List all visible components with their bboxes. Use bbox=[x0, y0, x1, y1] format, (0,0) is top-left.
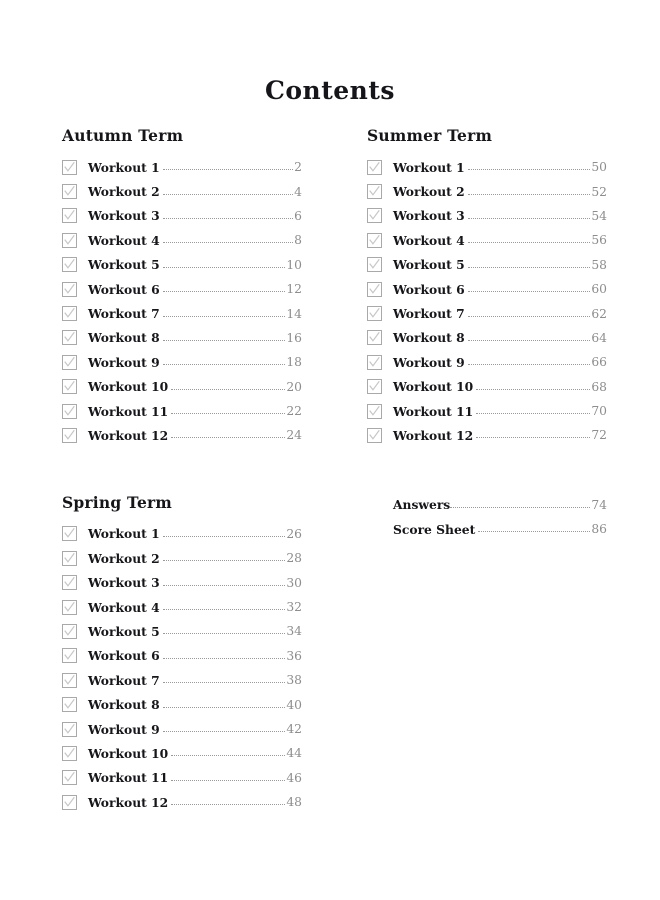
entry-page-number: 16 bbox=[286, 330, 302, 345]
contents-entry[interactable] bbox=[367, 399, 607, 423]
checkbox-checked-icon[interactable] bbox=[62, 404, 77, 419]
checkbox-checked-icon[interactable] bbox=[367, 233, 382, 248]
entry-label: Workout 12 bbox=[88, 794, 169, 810]
checkbox-checked-icon[interactable] bbox=[367, 428, 382, 443]
checkbox-checked-icon[interactable] bbox=[367, 160, 382, 175]
checkbox-checked-icon[interactable] bbox=[62, 160, 77, 175]
entry-page-number: 48 bbox=[286, 795, 302, 810]
contents-entry[interactable] bbox=[367, 204, 607, 228]
entry-page-number: 70 bbox=[591, 404, 607, 419]
entry-label: Answers bbox=[393, 497, 451, 513]
contents-entry[interactable] bbox=[62, 692, 302, 716]
entry-label: Workout 3 bbox=[88, 208, 160, 224]
leader-dots bbox=[468, 161, 591, 173]
entry-label: Workout 6 bbox=[393, 281, 465, 297]
leader-dots bbox=[468, 308, 591, 320]
checkbox-checked-icon[interactable] bbox=[367, 257, 382, 272]
entry-label: Workout 4 bbox=[88, 599, 160, 615]
checkbox-checked-icon[interactable] bbox=[62, 233, 77, 248]
contents-entry[interactable] bbox=[62, 790, 302, 814]
entry-page-number: 2 bbox=[294, 160, 302, 175]
entry-page-number: 72 bbox=[591, 428, 607, 443]
entry-page-number: 4 bbox=[294, 184, 302, 199]
checkbox-checked-icon[interactable] bbox=[62, 600, 77, 615]
page-title: Contents bbox=[264, 76, 395, 105]
entry-page-number: 12 bbox=[286, 282, 302, 297]
entry-page-number: 34 bbox=[286, 624, 302, 639]
entry-page-number: 40 bbox=[286, 697, 302, 712]
entry-page-number: 14 bbox=[286, 306, 302, 321]
leader-dots bbox=[468, 356, 591, 368]
entry-label: Workout 8 bbox=[88, 697, 160, 713]
contents-entry[interactable] bbox=[62, 228, 302, 252]
entry-label: Score Sheet bbox=[393, 521, 476, 537]
leader-dots bbox=[163, 332, 286, 344]
entry-page-number: 42 bbox=[286, 722, 302, 736]
entry-label: Workout 3 bbox=[393, 208, 465, 224]
checkbox-checked-icon[interactable] bbox=[62, 526, 77, 541]
entry-label: Workout 2 bbox=[393, 184, 465, 200]
checkbox-checked-icon[interactable] bbox=[62, 673, 77, 688]
entry-label: Workout 5 bbox=[393, 257, 465, 273]
entry-label: Workout 11 bbox=[88, 770, 169, 786]
contents-entry[interactable] bbox=[62, 399, 302, 423]
entry-page-number: 86 bbox=[591, 522, 607, 537]
entry-page-number: 36 bbox=[286, 648, 302, 663]
entry-label: Workout 9 bbox=[88, 354, 160, 370]
checkbox-checked-icon[interactable] bbox=[367, 208, 382, 223]
contents-entry[interactable] bbox=[62, 570, 302, 594]
entry-page-number: 64 bbox=[591, 330, 607, 345]
section-title-spring-term: Spring Term bbox=[62, 492, 172, 512]
leader-dots bbox=[163, 186, 294, 198]
entry-page-number: 58 bbox=[591, 257, 607, 272]
checkbox-checked-icon[interactable] bbox=[62, 306, 77, 321]
leader-dots bbox=[163, 674, 286, 686]
contents-entry[interactable] bbox=[62, 204, 302, 228]
leader-dots bbox=[163, 699, 286, 711]
contents-entry[interactable] bbox=[62, 741, 302, 765]
leader-dots bbox=[163, 210, 294, 222]
contents-entry[interactable] bbox=[367, 228, 607, 252]
entry-page-number: 52 bbox=[591, 184, 607, 199]
leader-dots bbox=[163, 650, 286, 662]
contents-entry[interactable] bbox=[62, 350, 302, 374]
entry-label: Workout 7 bbox=[393, 306, 465, 322]
contents-entry[interactable] bbox=[62, 375, 302, 399]
left-column bbox=[62, 126, 302, 814]
entry-label: Workout 9 bbox=[88, 721, 160, 737]
leader-dots bbox=[468, 332, 591, 344]
entry-page-number: 74 bbox=[591, 497, 607, 512]
contents-entry[interactable] bbox=[62, 766, 302, 790]
checkbox-checked-icon[interactable] bbox=[367, 330, 382, 345]
checkbox-checked-icon[interactable] bbox=[62, 722, 77, 737]
entry-label: Workout 12 bbox=[88, 427, 169, 443]
entry-page-number: 8 bbox=[294, 233, 302, 248]
leader-dots bbox=[163, 625, 286, 637]
checkbox-checked-icon[interactable] bbox=[367, 355, 382, 370]
entry-label: Workout 7 bbox=[88, 672, 160, 688]
entry-label: Workout 5 bbox=[88, 623, 160, 639]
contents-entry[interactable] bbox=[62, 253, 302, 277]
checkbox-checked-icon[interactable] bbox=[62, 428, 77, 443]
section-title-summer-term: Summer Term bbox=[367, 126, 493, 145]
checkbox-checked-icon[interactable] bbox=[62, 257, 77, 272]
contents-entry[interactable] bbox=[62, 619, 302, 643]
entry-page-number: 32 bbox=[286, 600, 302, 615]
entry-page-number: 44 bbox=[286, 746, 302, 761]
leader-dots bbox=[171, 772, 285, 784]
leader-dots bbox=[163, 723, 286, 735]
checkbox-checked-icon[interactable] bbox=[367, 379, 382, 394]
leader-dots bbox=[163, 552, 286, 564]
contents-entry[interactable] bbox=[367, 277, 607, 301]
contents-entry[interactable] bbox=[62, 717, 302, 741]
entry-label: Workout 8 bbox=[88, 330, 160, 346]
checkbox-checked-icon[interactable] bbox=[62, 551, 77, 566]
section-summer-term bbox=[367, 126, 607, 448]
leader-dots bbox=[478, 523, 590, 535]
leader-dots bbox=[171, 796, 285, 808]
leader-dots bbox=[171, 405, 285, 417]
section-autumn-term bbox=[62, 126, 302, 448]
entry-label: Workout 4 bbox=[88, 232, 160, 248]
checkbox-checked-icon[interactable] bbox=[62, 746, 77, 761]
entry-page-number: 60 bbox=[591, 282, 607, 297]
section-title-autumn-term: Autumn Term bbox=[62, 126, 184, 145]
entry-label: Workout 9 bbox=[393, 354, 465, 370]
checkbox-checked-icon[interactable] bbox=[62, 624, 77, 639]
entry-page-number: 50 bbox=[591, 160, 607, 175]
entry-label: Workout 10 bbox=[88, 745, 169, 761]
entry-label: Workout 3 bbox=[88, 575, 160, 591]
entry-label: Workout 11 bbox=[88, 403, 169, 419]
right-column bbox=[367, 126, 607, 814]
checkbox-checked-icon[interactable] bbox=[62, 208, 77, 223]
contents-entry[interactable] bbox=[367, 375, 607, 399]
entry-page-number: 26 bbox=[286, 526, 302, 541]
entry-page-number: 24 bbox=[286, 428, 302, 443]
entry-label: Workout 7 bbox=[88, 306, 160, 322]
leader-dots bbox=[476, 429, 590, 441]
entry-label: Workout 6 bbox=[88, 281, 160, 297]
contents-entry[interactable] bbox=[62, 277, 302, 301]
entry-page-number: 54 bbox=[591, 208, 607, 223]
entry-page-number: 38 bbox=[286, 673, 302, 688]
contents-entry[interactable] bbox=[367, 253, 607, 277]
leader-dots bbox=[476, 381, 590, 393]
contents-entry[interactable] bbox=[62, 668, 302, 692]
contents-entry[interactable] bbox=[62, 522, 302, 546]
entry-page-number: 30 bbox=[286, 575, 302, 590]
checkbox-checked-icon[interactable] bbox=[367, 306, 382, 321]
entry-label: Workout 6 bbox=[88, 648, 160, 664]
entry-label: Workout 11 bbox=[393, 403, 474, 419]
checkbox-checked-icon[interactable] bbox=[62, 330, 77, 345]
contents-entry[interactable] bbox=[367, 326, 607, 350]
checkbox-checked-icon[interactable] bbox=[62, 795, 77, 810]
entry-label: Workout 1 bbox=[88, 159, 160, 175]
leader-dots bbox=[468, 234, 591, 246]
contents-entry[interactable] bbox=[62, 595, 302, 619]
entry-page-number: 68 bbox=[591, 379, 607, 394]
entry-label: Workout 10 bbox=[88, 379, 169, 395]
checkbox-checked-icon[interactable] bbox=[62, 379, 77, 394]
leader-dots bbox=[163, 234, 294, 246]
contents-entry[interactable] bbox=[367, 493, 607, 517]
checkbox-checked-icon[interactable] bbox=[367, 184, 382, 199]
entry-page-number: 22 bbox=[286, 404, 302, 419]
leader-dots bbox=[163, 577, 286, 589]
checkbox-checked-icon[interactable] bbox=[367, 282, 382, 297]
checkbox-checked-icon[interactable] bbox=[62, 648, 77, 663]
contents-entry[interactable] bbox=[367, 301, 607, 325]
leader-dots bbox=[163, 308, 286, 320]
entry-page-number: 62 bbox=[591, 306, 607, 321]
contents-entry[interactable] bbox=[62, 644, 302, 668]
checkbox-checked-icon[interactable] bbox=[62, 282, 77, 297]
leader-dots bbox=[468, 259, 591, 271]
leader-dots bbox=[163, 356, 286, 368]
entry-page-number: 20 bbox=[286, 379, 302, 394]
entry-page-number: 6 bbox=[294, 208, 302, 223]
contents-entry[interactable] bbox=[62, 155, 302, 179]
contents-entry[interactable] bbox=[62, 301, 302, 325]
entry-page-number: 56 bbox=[591, 233, 607, 248]
leader-dots bbox=[476, 405, 590, 417]
entry-label: Workout 8 bbox=[393, 330, 465, 346]
leader-dots bbox=[450, 499, 590, 511]
leader-dots bbox=[468, 283, 591, 295]
entry-page-number: 10 bbox=[286, 257, 302, 272]
contents-entry[interactable] bbox=[367, 350, 607, 374]
leader-dots bbox=[171, 747, 285, 759]
contents-columns bbox=[62, 126, 606, 814]
contents-entry[interactable] bbox=[367, 423, 607, 447]
leader-dots bbox=[468, 186, 591, 198]
entry-page-number: 46 bbox=[286, 770, 302, 785]
entry-label: Workout 12 bbox=[393, 427, 474, 443]
leader-dots bbox=[171, 429, 285, 441]
entry-label: Workout 2 bbox=[88, 550, 160, 566]
contents-entry[interactable] bbox=[367, 155, 607, 179]
contents-entry[interactable] bbox=[367, 179, 607, 203]
section-spring-term bbox=[62, 493, 302, 815]
entry-label: Workout 4 bbox=[393, 232, 465, 248]
leader-dots bbox=[163, 259, 286, 271]
leader-dots bbox=[163, 601, 286, 613]
leader-dots bbox=[163, 528, 286, 540]
checkbox-checked-icon[interactable] bbox=[62, 184, 77, 199]
checkbox-checked-icon[interactable] bbox=[367, 404, 382, 419]
entry-label: Workout 1 bbox=[393, 159, 465, 175]
entry-label: Workout 5 bbox=[88, 257, 160, 273]
entry-label: Workout 2 bbox=[88, 184, 160, 200]
checkbox-checked-icon[interactable] bbox=[62, 770, 77, 785]
entry-page-number: 18 bbox=[286, 355, 302, 370]
entry-page-number: 28 bbox=[286, 551, 302, 566]
leader-dots bbox=[163, 161, 294, 173]
checkbox-checked-icon[interactable] bbox=[62, 697, 77, 712]
contents-entry[interactable] bbox=[367, 517, 607, 541]
checkbox-checked-icon[interactable] bbox=[62, 575, 77, 590]
contents-entry[interactable] bbox=[62, 423, 302, 447]
checkbox-checked-icon[interactable] bbox=[62, 355, 77, 370]
leader-dots bbox=[468, 210, 591, 222]
entry-page-number: 66 bbox=[591, 355, 607, 370]
leader-dots bbox=[163, 283, 286, 295]
contents-entry[interactable] bbox=[62, 179, 302, 203]
entry-label: Workout 1 bbox=[88, 526, 160, 542]
contents-entry[interactable] bbox=[62, 546, 302, 570]
contents-entry[interactable] bbox=[62, 326, 302, 350]
leader-dots bbox=[171, 381, 285, 393]
section-extras bbox=[367, 493, 607, 542]
entry-label: Workout 10 bbox=[393, 379, 474, 395]
